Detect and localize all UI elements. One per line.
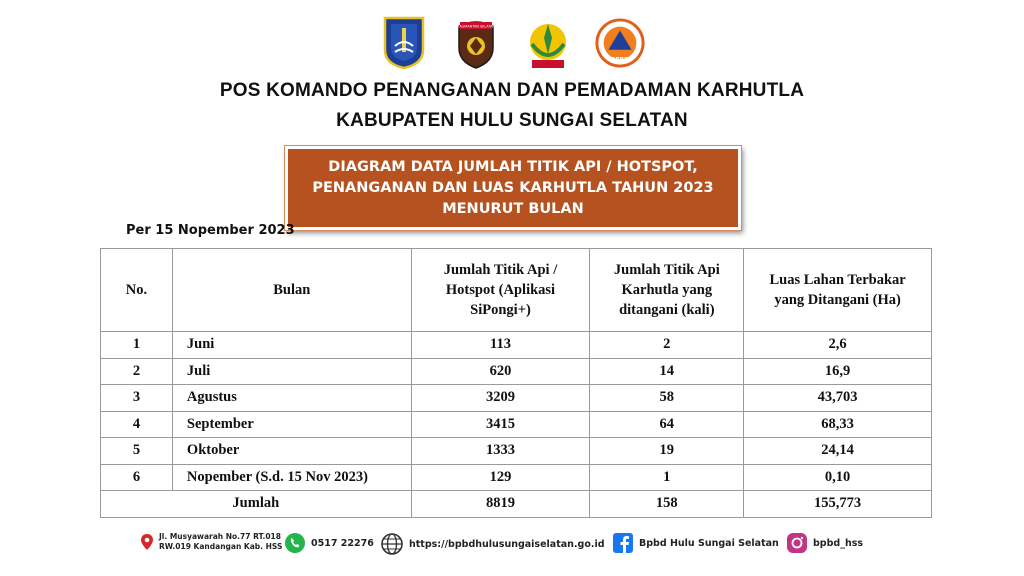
header-hotspots-l1: Jumlah Titik Api / (443, 262, 558, 278)
cell-area: 24,14 (744, 438, 932, 465)
footer-website (380, 532, 605, 556)
cell-hotspots: 129 (411, 464, 590, 491)
instagram-link[interactable]: bpbd_hss (813, 537, 864, 549)
cell-area: 16,9 (744, 358, 932, 385)
header-hotspots (411, 249, 590, 332)
page-subtitle: KABUPATEN HULU SUNGAI SELATAN (336, 110, 688, 131)
cell-month: Nopember (S.d. 15 Nov 2023) (172, 464, 411, 491)
cell-handled: 2 (590, 332, 744, 359)
cell-area: 43,703 (744, 385, 932, 412)
header-handled (590, 249, 744, 332)
table-row (101, 385, 932, 412)
cell-hotspots: 3209 (411, 385, 590, 412)
header-month: Bulan (172, 249, 411, 332)
cell-handled: 58 (590, 385, 744, 412)
cell-hotspots: 113 (411, 332, 590, 359)
banner-line-1: DIAGRAM DATA JUMLAH TITIK API / HOTSPOT, (328, 158, 698, 175)
footer-facebook (612, 532, 779, 554)
globe-icon (380, 532, 404, 556)
bpbd-logo-text: BPBD (611, 57, 629, 64)
cell-month: Juni (172, 332, 411, 359)
cell-handled: 14 (590, 358, 744, 385)
table-row (101, 358, 932, 385)
table-total-row (101, 491, 932, 518)
total-area: 155,773 (744, 491, 932, 518)
table-row (101, 464, 932, 491)
footer (0, 528, 1024, 564)
diagram-banner (285, 146, 741, 230)
total-handled: 158 (590, 491, 744, 518)
cell-no: 2 (101, 358, 173, 385)
footer-instagram (786, 532, 863, 554)
banner-line-3: MENURUT BULAN (442, 200, 584, 217)
address-line-1: Jl. Musyawarah No.77 RT.018 (159, 532, 281, 541)
location-pin-icon (140, 533, 154, 551)
cell-area: 0,10 (744, 464, 932, 491)
cell-hotspots: 3415 (411, 411, 590, 438)
total-label: Jumlah (101, 491, 412, 518)
cell-area: 2,6 (744, 332, 932, 359)
cell-month: Oktober (172, 438, 411, 465)
facebook-icon (612, 532, 634, 554)
header-handled-l1: Jumlah Titik Api (613, 262, 720, 278)
cell-month: September (172, 411, 411, 438)
cell-no: 4 (101, 411, 173, 438)
cell-hotspots: 620 (411, 358, 590, 385)
footer-address (140, 532, 282, 552)
address-line-2: RW.019 Kandangan Kab. HSS (159, 542, 283, 551)
table-header-row (101, 249, 932, 332)
footer-phone (284, 532, 374, 554)
bpbd-emblem (595, 15, 645, 71)
police-logo-text: KALIMANTAN SELATAN (457, 24, 495, 29)
cell-no: 3 (101, 385, 173, 412)
header-handled-l2: Karhutla yang (621, 282, 713, 298)
whatsapp-icon (284, 532, 306, 554)
table-row (101, 332, 932, 359)
cell-hotspots: 1333 (411, 438, 590, 465)
as-of-date: Per 15 Nopember 2023 (126, 223, 295, 238)
header-area-l2: yang Ditangani (Ha) (774, 292, 901, 308)
header-hotspots-l3: SiPongi+) (470, 302, 531, 318)
cell-handled: 64 (590, 411, 744, 438)
police-badge-emblem (451, 15, 501, 71)
header-area (744, 249, 932, 332)
kalsel-shield-emblem (379, 15, 429, 71)
facebook-link[interactable]: Bpbd Hulu Sungai Selatan (639, 537, 779, 549)
website-link[interactable]: https://bpbdhulusungaiselatan.go.id (409, 538, 605, 550)
table-row (101, 438, 932, 465)
cell-area: 68,33 (744, 411, 932, 438)
logo-row (0, 14, 1024, 72)
page-title: POS KOMANDO PENANGANAN DAN PEMADAMAN KARHUTLA (219, 80, 805, 101)
cell-handled: 1 (590, 464, 744, 491)
total-hotspots: 8819 (411, 491, 590, 518)
header-hotspots-l2: Hotspot (Aplikasi (445, 282, 556, 298)
cell-no: 1 (101, 332, 173, 359)
agriculture-emblem (523, 15, 573, 71)
cell-no: 5 (101, 438, 173, 465)
header-handled-l3: ditangani (kali) (619, 302, 715, 318)
banner-line-2: PENANGANAN DAN LUAS KARHUTLA TAHUN 2023 (312, 179, 714, 196)
cell-handled: 19 (590, 438, 744, 465)
cell-month: Agustus (172, 385, 411, 412)
karhutla-table (100, 248, 932, 518)
header-area-l1: Luas Lahan Terbakar (769, 272, 906, 288)
cell-no: 6 (101, 464, 173, 491)
table-row (101, 411, 932, 438)
header-no: No. (101, 249, 173, 332)
instagram-icon (786, 532, 808, 554)
phone-number: 0517 22276 (311, 537, 374, 549)
cell-month: Juli (172, 358, 411, 385)
